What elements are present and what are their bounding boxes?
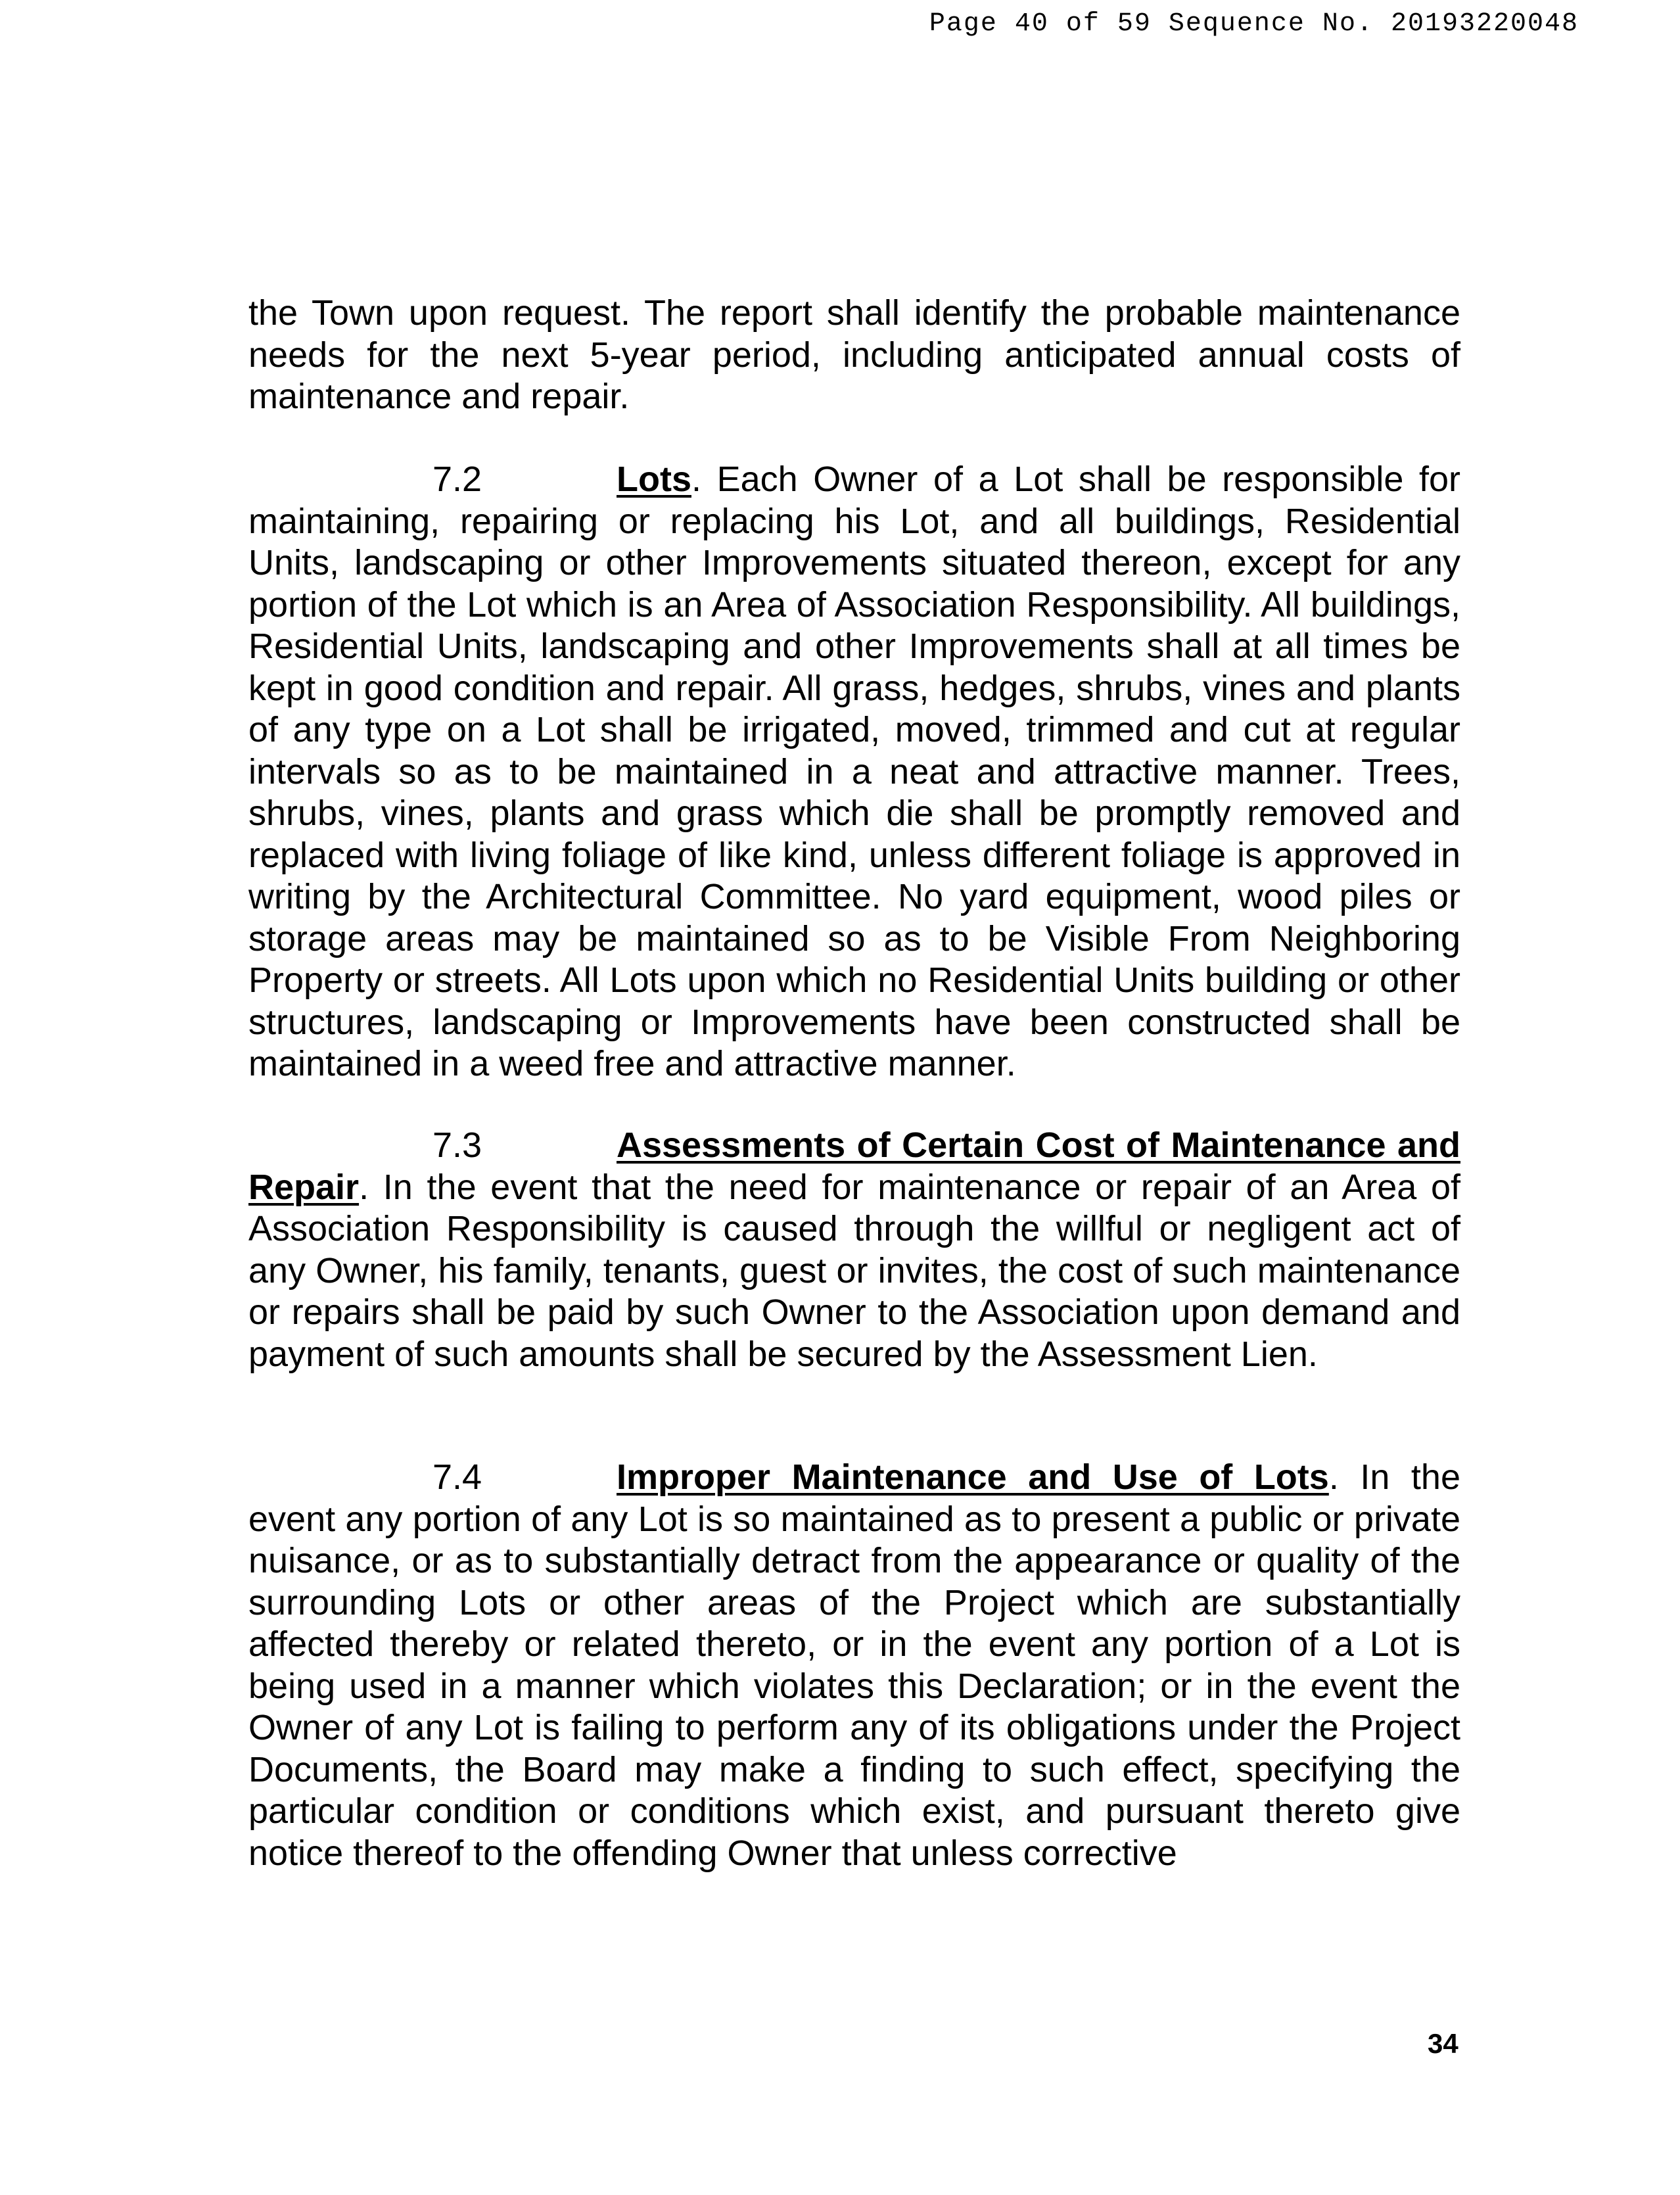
page-sequence-header: Page 40 of 59 Sequence No. 20193220048 bbox=[929, 9, 1579, 39]
section-text: . In the event any portion of any Lot is so maintained as to present a public or private nuisance, or as to substantially detract from the appearance or quality of the surrounding Lots or other areas of the Project which are substantially affected thereby or related thereto, or in the event any portion of a Lot is being used in a manner which violates this Declaration; or in the event the Owner of any Lot is failing to perform any of its obligations under the Project Documents, the Board may make a finding to such effect, specifying the particular condition or conditions which exist, and pursuant thereto give notice thereof to the offending Owner that unless corrective bbox=[248, 1457, 1460, 1873]
section-number: 7.4 bbox=[432, 1457, 482, 1497]
section-7-4 bbox=[248, 1457, 1460, 1874]
section-number: 7.2 bbox=[432, 460, 482, 499]
section-number: 7.3 bbox=[432, 1125, 482, 1165]
section-7-3 bbox=[248, 1125, 1460, 1375]
body-text bbox=[248, 293, 1460, 418]
section-title: Assessments of Certain Cost of Maintenance and Repair bbox=[248, 1125, 1460, 1207]
page-number: 34 bbox=[1428, 2028, 1458, 2059]
section-title: Improper Maintenance and Use of Lots bbox=[617, 1457, 1329, 1497]
section-7-2 bbox=[248, 459, 1460, 1085]
paragraph-section-7-4 bbox=[248, 1457, 1460, 1874]
paragraph-section-7-3 bbox=[248, 1125, 1460, 1375]
section-text: . In the event that the need for maintenance or repair of an Area of Association Responsibility is caused through the willful or negligent act of any Owner, his family, tenants, guest or invites, the cost of such maintenance or repairs shall be paid by such Owner to the Association upon demand and payment of such amounts shall be secured by the Assessment Lien. bbox=[248, 1167, 1460, 1374]
section-text: . Each Owner of a Lot shall be responsible for maintaining, repairing or replacing his Lot, and all buildings, Residential Units, landscaping or other Improvements situated thereon, except for any portion of the Lot which is an Area of Association Responsibility. All buildings, Residential Units, landscaping and other Improvements shall at all times be kept in good condition and repair. All grass, hedges, shrubs, vines and plants of any type on a Lot shall be irrigated, moved, trimmed and cut at regular intervals so as to be maintained in a neat and attractive manner. Trees, shrubs, vines, plants and grass which die shall be promptly removed and replaced with living foliage of like kind, unless different foliage is approved in writing by the Architectural Committee. No yard equipment, wood piles or storage areas may be maintained so as to be Visible From Neighboring Property or streets. All Lots upon which no Residential Units building or other structures, landscaping or Improvements have been constructed shall be maintained in a weed free and attractive manner. bbox=[248, 460, 1460, 1083]
paragraph-intro: the Town upon request. The report shall identify the probable maintenance needs for the next 5-year period, including anticipated annual costs of maintenance and repair. bbox=[248, 293, 1460, 416]
paragraph-section-7-2 bbox=[248, 459, 1460, 1085]
section-title: Lots bbox=[617, 460, 691, 499]
